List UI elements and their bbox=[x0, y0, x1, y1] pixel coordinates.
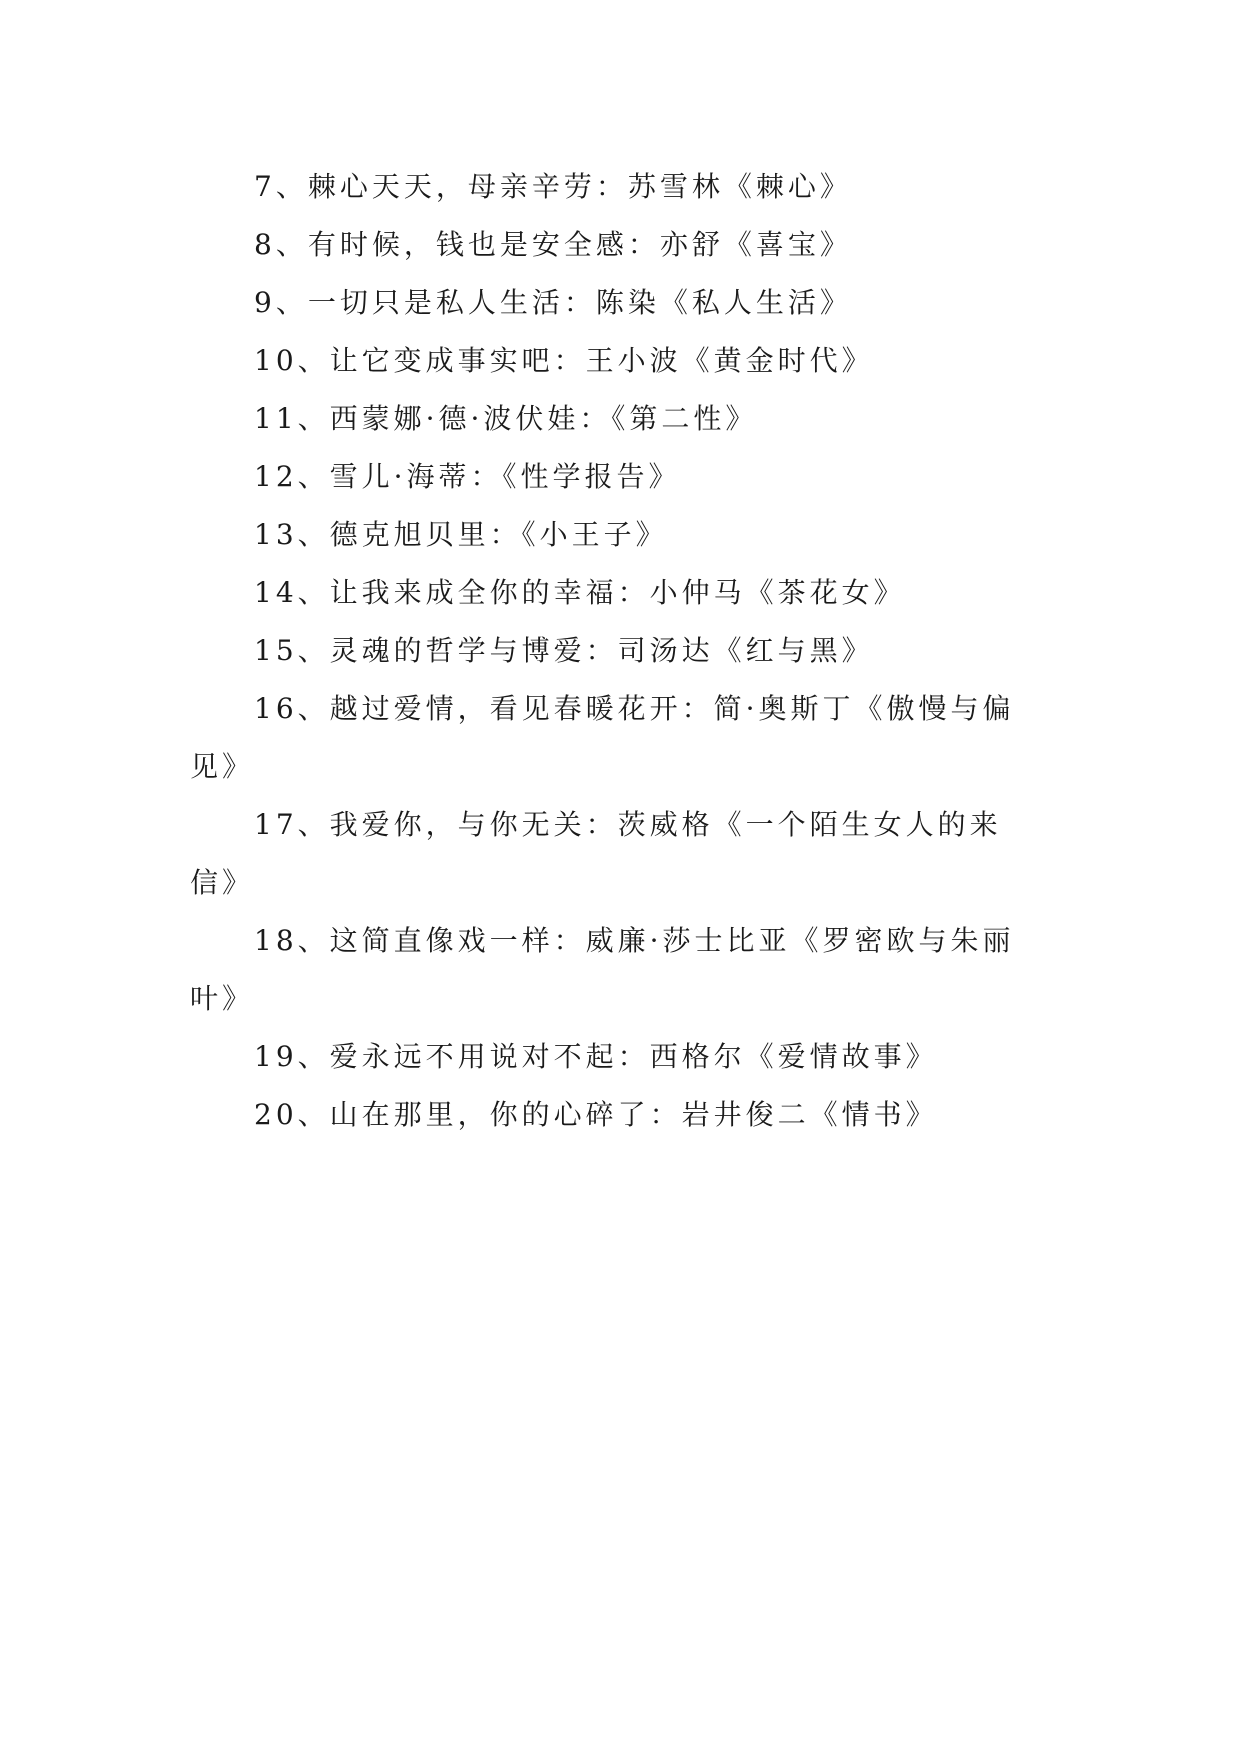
list-item: 14、让我来成全你的幸福：小仲马《茶花女》 bbox=[254, 576, 906, 609]
list-item: 19、爱永远不用说对不起：西格尔《爱情故事》 bbox=[254, 1040, 938, 1073]
list-item: 8、有时候，钱也是安全感：亦舒《喜宝》 bbox=[254, 228, 852, 261]
list-item: 9、一切只是私人生活：陈染《私人生活》 bbox=[254, 286, 852, 319]
list-item: 11、西蒙娜·德·波伏娃：《第二性》 bbox=[254, 402, 758, 435]
list-item: 16、越过爱情，看见春暖花开：简·奥斯丁《傲慢与偏见》 bbox=[190, 692, 1015, 783]
list-item: 7、棘心天天，母亲辛劳：苏雪林《棘心》 bbox=[254, 170, 852, 203]
document-body bbox=[190, 158, 1050, 1144]
list-item: 18、这简直像戏一样：威廉·莎士比亚《罗密欧与朱丽叶》 bbox=[190, 924, 1015, 1015]
list-item: 12、雪儿·海蒂：《性学报告》 bbox=[254, 460, 681, 493]
list-item: 10、让它变成事实吧：王小波《黄金时代》 bbox=[254, 344, 874, 377]
list-item: 13、德克旭贝里：《小王子》 bbox=[254, 518, 668, 551]
list-item: 20、山在那里，你的心碎了：岩井俊二《情书》 bbox=[254, 1098, 938, 1131]
list-item: 17、我爱你，与你无关：茨威格《一个陌生女人的来信》 bbox=[190, 808, 1002, 899]
list-item: 15、灵魂的哲学与博爱：司汤达《红与黑》 bbox=[254, 634, 874, 667]
